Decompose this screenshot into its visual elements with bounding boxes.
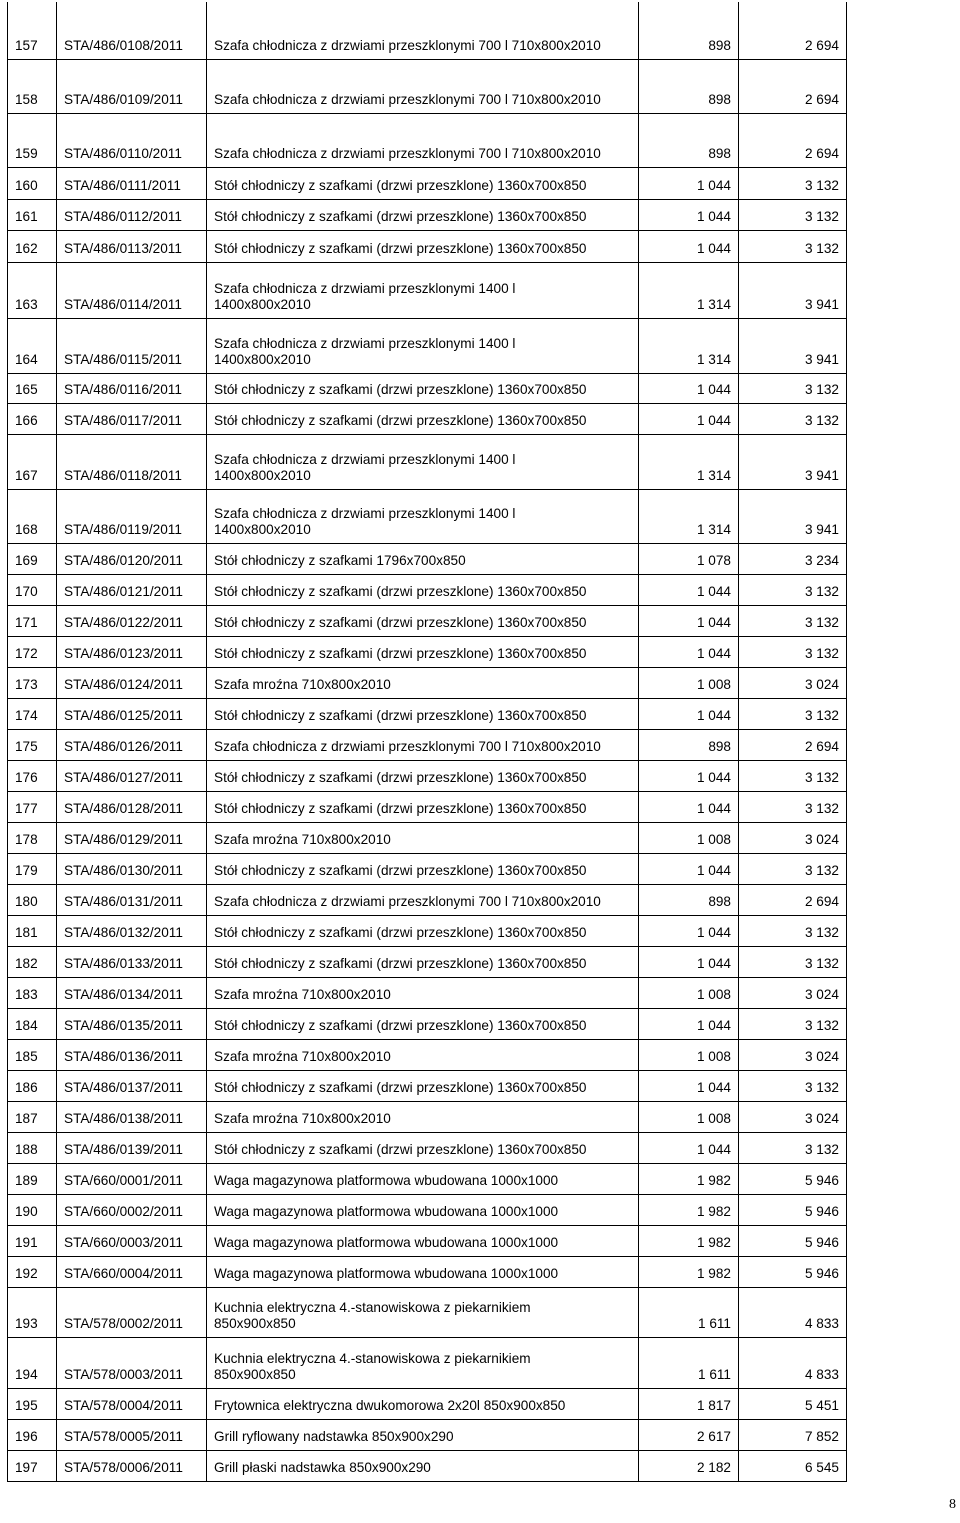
table-row [8, 1256, 847, 1287]
row-number-cell: 164 [8, 318, 57, 373]
inventory-code-cell: STA/486/0126/2011 [57, 729, 207, 760]
row-number-cell: 162 [8, 230, 57, 262]
table-row [8, 853, 847, 884]
table-row [8, 1450, 847, 1481]
total-value-cell: 5 946 [739, 1163, 847, 1194]
item-description-cell: Szafa chłodnicza z drzwiami przeszklonymi 700 l 710x800x2010 [207, 59, 639, 113]
unit-value-cell: 1 982 [639, 1163, 739, 1194]
inventory-code-cell: STA/486/0123/2011 [57, 636, 207, 667]
item-description-cell: Stół chłodniczy z szafkami (drzwi przeszklone) 1360x700x850 [207, 1070, 639, 1101]
row-number-cell: 174 [8, 698, 57, 729]
total-value-cell: 3 234 [739, 543, 847, 574]
inventory-code-cell: STA/486/0120/2011 [57, 543, 207, 574]
unit-value-cell: 898 [639, 113, 739, 167]
inventory-code-cell: STA/486/0131/2011 [57, 884, 207, 915]
inventory-code-cell: STA/660/0002/2011 [57, 1194, 207, 1225]
total-value-cell: 3 132 [739, 199, 847, 230]
total-value-cell: 2 694 [739, 2, 847, 59]
page-number: 8 [949, 1497, 956, 1512]
inventory-code-cell: STA/486/0111/2011 [57, 167, 207, 199]
inventory-code-cell: STA/486/0113/2011 [57, 230, 207, 262]
unit-value-cell: 1 044 [639, 760, 739, 791]
item-description-cell: Szafa mroźna 710x800x2010 [207, 1039, 639, 1070]
table-row [8, 262, 847, 318]
inventory-code-cell: STA/486/0117/2011 [57, 403, 207, 434]
table-row [8, 1287, 847, 1337]
total-value-cell: 3 941 [739, 318, 847, 373]
table-row [8, 1163, 847, 1194]
row-number-cell: 197 [8, 1450, 57, 1481]
row-number-cell: 158 [8, 59, 57, 113]
row-number-cell: 186 [8, 1070, 57, 1101]
table-row [8, 667, 847, 698]
unit-value-cell: 898 [639, 59, 739, 113]
total-value-cell: 3 132 [739, 636, 847, 667]
inventory-code-cell: STA/486/0137/2011 [57, 1070, 207, 1101]
inventory-code-cell: STA/486/0110/2011 [57, 113, 207, 167]
unit-value-cell: 1 044 [639, 199, 739, 230]
total-value-cell: 3 132 [739, 698, 847, 729]
table-row [8, 1194, 847, 1225]
unit-value-cell: 898 [639, 2, 739, 59]
item-description-cell: Szafa chłodnicza z drzwiami przeszklonymi 700 l 710x800x2010 [207, 884, 639, 915]
inventory-code-cell: STA/578/0002/2011 [57, 1287, 207, 1337]
item-description-cell: Frytownica elektryczna dwukomorowa 2x20l 850x900x850 [207, 1388, 639, 1419]
row-number-cell: 165 [8, 373, 57, 403]
row-number-cell: 171 [8, 605, 57, 636]
item-description-cell: Kuchnia elektryczna 4.-stanowiskowa z piekarnikiem 850x900x850 [207, 1337, 639, 1388]
table-row [8, 1070, 847, 1101]
total-value-cell: 2 694 [739, 884, 847, 915]
item-description-cell: Stół chłodniczy z szafkami (drzwi przeszklone) 1360x700x850 [207, 791, 639, 822]
row-number-cell: 183 [8, 977, 57, 1008]
unit-value-cell: 1 044 [639, 373, 739, 403]
total-value-cell: 2 694 [739, 59, 847, 113]
total-value-cell: 3 132 [739, 1132, 847, 1163]
inventory-code-cell: STA/486/0134/2011 [57, 977, 207, 1008]
inventory-code-cell: STA/486/0129/2011 [57, 822, 207, 853]
item-description-cell: Waga magazynowa platformowa wbudowana 1000x1000 [207, 1194, 639, 1225]
table-row [8, 2, 847, 59]
inventory-code-cell: STA/578/0005/2011 [57, 1419, 207, 1450]
unit-value-cell: 1 044 [639, 791, 739, 822]
item-description-cell: Szafa chłodnicza z drzwiami przeszklonymi 1400 l 1400x800x2010 [207, 434, 639, 489]
total-value-cell: 3 024 [739, 977, 847, 1008]
row-number-cell: 157 [8, 2, 57, 59]
item-description-cell: Stół chłodniczy z szafkami (drzwi przeszklone) 1360x700x850 [207, 403, 639, 434]
unit-value-cell: 1 008 [639, 1039, 739, 1070]
row-number-cell: 177 [8, 791, 57, 822]
row-number-cell: 196 [8, 1419, 57, 1450]
unit-value-cell: 2 617 [639, 1419, 739, 1450]
inventory-code-cell: STA/486/0109/2011 [57, 59, 207, 113]
inventory-code-cell: STA/486/0139/2011 [57, 1132, 207, 1163]
inventory-code-cell: STA/486/0124/2011 [57, 667, 207, 698]
unit-value-cell: 1 817 [639, 1388, 739, 1419]
row-number-cell: 188 [8, 1132, 57, 1163]
total-value-cell: 4 833 [739, 1337, 847, 1388]
total-value-cell: 3 132 [739, 946, 847, 977]
inventory-code-cell: STA/486/0119/2011 [57, 489, 207, 543]
row-number-cell: 160 [8, 167, 57, 199]
item-description-cell: Szafa chłodnicza z drzwiami przeszklonymi 700 l 710x800x2010 [207, 113, 639, 167]
table-row [8, 543, 847, 574]
item-description-cell: Stół chłodniczy z szafkami (drzwi przeszklone) 1360x700x850 [207, 373, 639, 403]
inventory-code-cell: STA/486/0136/2011 [57, 1039, 207, 1070]
total-value-cell: 5 946 [739, 1194, 847, 1225]
unit-value-cell: 1 008 [639, 1101, 739, 1132]
inventory-code-cell: STA/660/0003/2011 [57, 1225, 207, 1256]
unit-value-cell: 1 982 [639, 1225, 739, 1256]
unit-value-cell: 1 044 [639, 605, 739, 636]
row-number-cell: 190 [8, 1194, 57, 1225]
total-value-cell: 3 941 [739, 489, 847, 543]
row-number-cell: 163 [8, 262, 57, 318]
item-description-cell: Stół chłodniczy z szafkami (drzwi przeszklone) 1360x700x850 [207, 230, 639, 262]
table-row [8, 318, 847, 373]
total-value-cell: 2 694 [739, 729, 847, 760]
inventory-code-cell: STA/486/0130/2011 [57, 853, 207, 884]
total-value-cell: 5 946 [739, 1256, 847, 1287]
row-number-cell: 178 [8, 822, 57, 853]
total-value-cell: 3 132 [739, 853, 847, 884]
unit-value-cell: 1 314 [639, 489, 739, 543]
total-value-cell: 4 833 [739, 1287, 847, 1337]
inventory-code-cell: STA/486/0108/2011 [57, 2, 207, 59]
row-number-cell: 180 [8, 884, 57, 915]
item-description-cell: Stół chłodniczy z szafkami 1796x700x850 [207, 543, 639, 574]
unit-value-cell: 1 611 [639, 1337, 739, 1388]
unit-value-cell: 1 314 [639, 434, 739, 489]
unit-value-cell: 1 044 [639, 1132, 739, 1163]
row-number-cell: 176 [8, 760, 57, 791]
item-description-cell: Szafa chłodnicza z drzwiami przeszklonymi 1400 l 1400x800x2010 [207, 262, 639, 318]
table-row [8, 1337, 847, 1388]
row-number-cell: 167 [8, 434, 57, 489]
total-value-cell: 5 946 [739, 1225, 847, 1256]
row-number-cell: 194 [8, 1337, 57, 1388]
item-description-cell: Stół chłodniczy z szafkami (drzwi przeszklone) 1360x700x850 [207, 946, 639, 977]
item-description-cell: Stół chłodniczy z szafkami (drzwi przeszklone) 1360x700x850 [207, 915, 639, 946]
total-value-cell: 3 132 [739, 791, 847, 822]
item-description-cell: Grill ryflowany nadstawka 850x900x290 [207, 1419, 639, 1450]
total-value-cell: 3 941 [739, 262, 847, 318]
inventory-code-cell: STA/486/0118/2011 [57, 434, 207, 489]
total-value-cell: 5 451 [739, 1388, 847, 1419]
row-number-cell: 166 [8, 403, 57, 434]
unit-value-cell: 1 008 [639, 977, 739, 1008]
unit-value-cell: 1 044 [639, 403, 739, 434]
item-description-cell: Stół chłodniczy z szafkami (drzwi przeszklone) 1360x700x850 [207, 1132, 639, 1163]
total-value-cell: 3 024 [739, 822, 847, 853]
table-row [8, 403, 847, 434]
item-description-cell: Waga magazynowa platformowa wbudowana 1000x1000 [207, 1225, 639, 1256]
inventory-code-cell: STA/486/0132/2011 [57, 915, 207, 946]
inventory-code-cell: STA/486/0133/2011 [57, 946, 207, 977]
table-row [8, 489, 847, 543]
table-row [8, 373, 847, 403]
row-number-cell: 184 [8, 1008, 57, 1039]
unit-value-cell: 1 044 [639, 915, 739, 946]
unit-value-cell: 1 044 [639, 946, 739, 977]
item-description-cell: Kuchnia elektryczna 4.-stanowiskowa z piekarnikiem 850x900x850 [207, 1287, 639, 1337]
item-description-cell: Stół chłodniczy z szafkami (drzwi przeszklone) 1360x700x850 [207, 1008, 639, 1039]
total-value-cell: 6 545 [739, 1450, 847, 1481]
table-row [8, 1008, 847, 1039]
table-row [8, 113, 847, 167]
inventory-code-cell: STA/486/0127/2011 [57, 760, 207, 791]
item-description-cell: Stół chłodniczy z szafkami (drzwi przeszklone) 1360x700x850 [207, 698, 639, 729]
unit-value-cell: 898 [639, 729, 739, 760]
table-row [8, 884, 847, 915]
item-description-cell: Szafa mroźna 710x800x2010 [207, 667, 639, 698]
item-description-cell: Stół chłodniczy z szafkami (drzwi przeszklone) 1360x700x850 [207, 636, 639, 667]
table-row [8, 434, 847, 489]
unit-value-cell: 1 044 [639, 574, 739, 605]
unit-value-cell: 898 [639, 884, 739, 915]
inventory-code-cell: STA/660/0004/2011 [57, 1256, 207, 1287]
table-row [8, 915, 847, 946]
total-value-cell: 3 132 [739, 373, 847, 403]
item-description-cell: Stół chłodniczy z szafkami (drzwi przeszklone) 1360x700x850 [207, 605, 639, 636]
row-number-cell: 191 [8, 1225, 57, 1256]
item-description-cell: Szafa mroźna 710x800x2010 [207, 822, 639, 853]
table-row [8, 1101, 847, 1132]
table-row [8, 1419, 847, 1450]
total-value-cell: 3 132 [739, 1070, 847, 1101]
item-description-cell: Waga magazynowa platformowa wbudowana 1000x1000 [207, 1163, 639, 1194]
total-value-cell: 3 132 [739, 167, 847, 199]
unit-value-cell: 1 044 [639, 1070, 739, 1101]
item-description-cell: Szafa chłodnicza z drzwiami przeszklonymi 1400 l 1400x800x2010 [207, 489, 639, 543]
unit-value-cell: 2 182 [639, 1450, 739, 1481]
item-description-cell: Stół chłodniczy z szafkami (drzwi przeszklone) 1360x700x850 [207, 760, 639, 791]
inventory-code-cell: STA/486/0112/2011 [57, 199, 207, 230]
inventory-code-cell: STA/486/0138/2011 [57, 1101, 207, 1132]
row-number-cell: 181 [8, 915, 57, 946]
row-number-cell: 169 [8, 543, 57, 574]
unit-value-cell: 1 008 [639, 822, 739, 853]
item-description-cell: Szafa chłodnicza z drzwiami przeszklonymi 700 l 710x800x2010 [207, 2, 639, 59]
row-number-cell: 161 [8, 199, 57, 230]
inventory-code-cell: STA/486/0115/2011 [57, 318, 207, 373]
table-row [8, 946, 847, 977]
total-value-cell: 3 132 [739, 915, 847, 946]
table-row [8, 574, 847, 605]
total-value-cell: 3 132 [739, 403, 847, 434]
item-description-cell: Szafa chłodnicza z drzwiami przeszklonymi 700 l 710x800x2010 [207, 729, 639, 760]
unit-value-cell: 1 044 [639, 698, 739, 729]
row-number-cell: 168 [8, 489, 57, 543]
inventory-code-cell: STA/486/0122/2011 [57, 605, 207, 636]
item-description-cell: Stół chłodniczy z szafkami (drzwi przeszklone) 1360x700x850 [207, 167, 639, 199]
table-row [8, 230, 847, 262]
unit-value-cell: 1 044 [639, 636, 739, 667]
item-description-cell: Grill płaski nadstawka 850x900x290 [207, 1450, 639, 1481]
table-row [8, 1388, 847, 1419]
unit-value-cell: 1 982 [639, 1256, 739, 1287]
table-row [8, 1039, 847, 1070]
table-row [8, 729, 847, 760]
unit-value-cell: 1 008 [639, 667, 739, 698]
row-number-cell: 159 [8, 113, 57, 167]
total-value-cell: 3 132 [739, 605, 847, 636]
item-description-cell: Szafa chłodnicza z drzwiami przeszklonymi 1400 l 1400x800x2010 [207, 318, 639, 373]
inventory-code-cell: STA/660/0001/2011 [57, 1163, 207, 1194]
table-row [8, 760, 847, 791]
total-value-cell: 3 132 [739, 230, 847, 262]
row-number-cell: 179 [8, 853, 57, 884]
item-description-cell: Stół chłodniczy z szafkami (drzwi przeszklone) 1360x700x850 [207, 574, 639, 605]
inventory-code-cell: STA/578/0004/2011 [57, 1388, 207, 1419]
table-row [8, 167, 847, 199]
inventory-code-cell: STA/578/0006/2011 [57, 1450, 207, 1481]
total-value-cell: 7 852 [739, 1419, 847, 1450]
table-row [8, 59, 847, 113]
table-row [8, 791, 847, 822]
total-value-cell: 3 024 [739, 1101, 847, 1132]
table-row [8, 977, 847, 1008]
unit-value-cell: 1 314 [639, 262, 739, 318]
table-row [8, 1132, 847, 1163]
item-description-cell: Szafa mroźna 710x800x2010 [207, 1101, 639, 1132]
inventory-code-cell: STA/486/0125/2011 [57, 698, 207, 729]
item-description-cell: Szafa mroźna 710x800x2010 [207, 977, 639, 1008]
table-row [8, 199, 847, 230]
unit-value-cell: 1 044 [639, 230, 739, 262]
unit-value-cell: 1 611 [639, 1287, 739, 1337]
total-value-cell: 3 132 [739, 1008, 847, 1039]
unit-value-cell: 1 982 [639, 1194, 739, 1225]
table-row [8, 605, 847, 636]
unit-value-cell: 1 078 [639, 543, 739, 574]
inventory-code-cell: STA/486/0135/2011 [57, 1008, 207, 1039]
row-number-cell: 195 [8, 1388, 57, 1419]
table-row [8, 636, 847, 667]
inventory-code-cell: STA/486/0116/2011 [57, 373, 207, 403]
item-description-cell: Waga magazynowa platformowa wbudowana 1000x1000 [207, 1256, 639, 1287]
total-value-cell: 2 694 [739, 113, 847, 167]
inventory-table-body [8, 2, 847, 1481]
total-value-cell: 3 132 [739, 760, 847, 791]
unit-value-cell: 1 044 [639, 1008, 739, 1039]
table-row [8, 822, 847, 853]
row-number-cell: 175 [8, 729, 57, 760]
total-value-cell: 3 132 [739, 574, 847, 605]
inventory-code-cell: STA/486/0121/2011 [57, 574, 207, 605]
item-description-cell: Stół chłodniczy z szafkami (drzwi przeszklone) 1360x700x850 [207, 199, 639, 230]
total-value-cell: 3 024 [739, 1039, 847, 1070]
table-row [8, 1225, 847, 1256]
row-number-cell: 170 [8, 574, 57, 605]
inventory-code-cell: STA/578/0003/2011 [57, 1337, 207, 1388]
row-number-cell: 193 [8, 1287, 57, 1337]
row-number-cell: 173 [8, 667, 57, 698]
row-number-cell: 187 [8, 1101, 57, 1132]
unit-value-cell: 1 314 [639, 318, 739, 373]
row-number-cell: 182 [8, 946, 57, 977]
row-number-cell: 192 [8, 1256, 57, 1287]
table-row [8, 698, 847, 729]
total-value-cell: 3 024 [739, 667, 847, 698]
item-description-cell: Stół chłodniczy z szafkami (drzwi przeszklone) 1360x700x850 [207, 853, 639, 884]
row-number-cell: 189 [8, 1163, 57, 1194]
unit-value-cell: 1 044 [639, 167, 739, 199]
row-number-cell: 185 [8, 1039, 57, 1070]
inventory-code-cell: STA/486/0114/2011 [57, 262, 207, 318]
inventory-table [7, 2, 847, 1482]
unit-value-cell: 1 044 [639, 853, 739, 884]
total-value-cell: 3 941 [739, 434, 847, 489]
inventory-code-cell: STA/486/0128/2011 [57, 791, 207, 822]
row-number-cell: 172 [8, 636, 57, 667]
